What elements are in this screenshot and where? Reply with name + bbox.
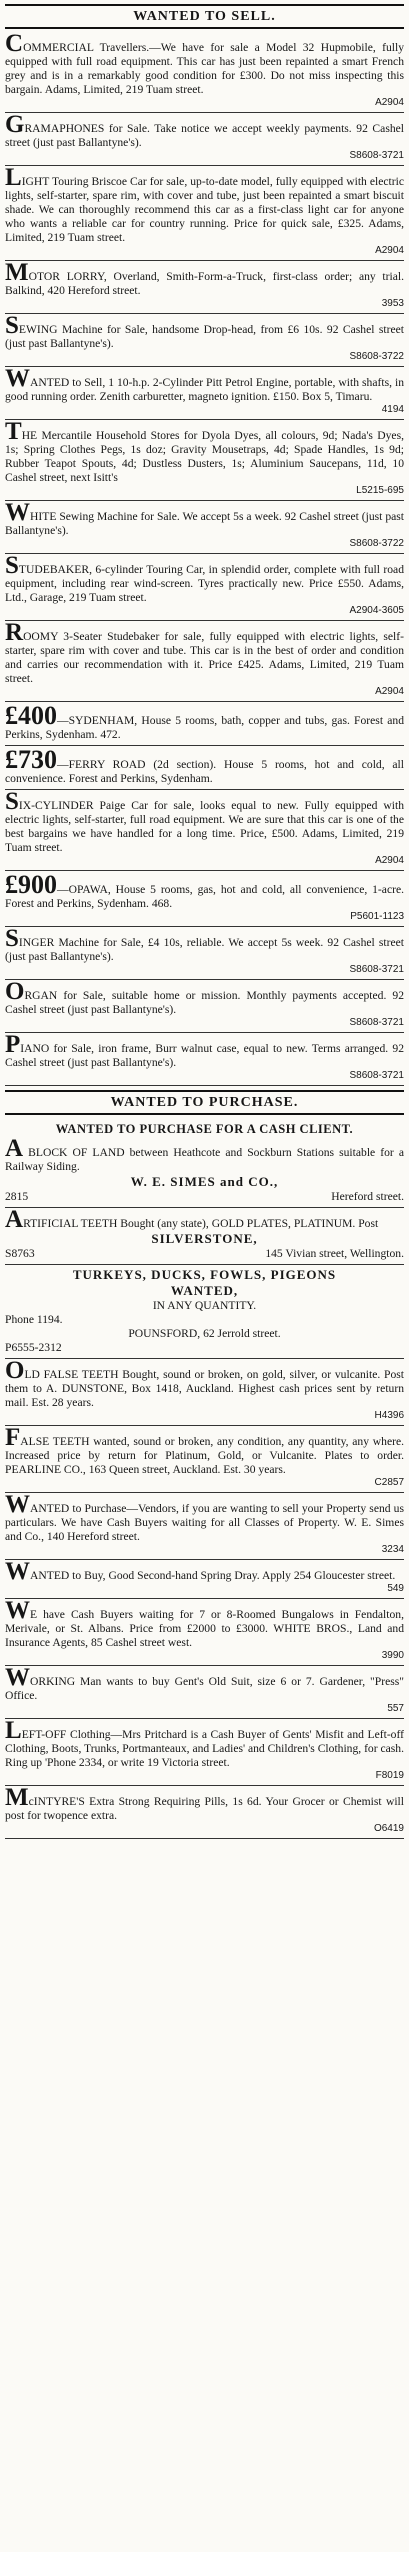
ad-text: WHITE Sewing Machine for Sale. We accept 5s a week. 92 Cashel street (just past Ballantyne's). bbox=[5, 499, 404, 537]
ad-text: LEFT-OFF Clothing—Mrs Pritchard is a Cash Buyer of Gents' Misfit and Left-off Clothing, Boots, Trunks, Portmanteaux, and Ladies' and Children's Clothing, for cash. Ring up 'Phone 2334, or write 19 Victoria street. bbox=[5, 1717, 404, 1769]
house-price: £730 bbox=[5, 745, 57, 774]
ad-text: COMMERCIAL Travellers.—We have for sale a Model 32 Hupmobile, fully equipped with full road equipment. This car has just been repainted a smart French grey and is in a remarkably good condition for £300. Do not miss inspecting this bargain. Adams, Limited, 219 Tuam street. bbox=[5, 30, 404, 96]
ad-footer-row bbox=[5, 1247, 404, 1261]
firm-address: 145 Vivian street, Wellington. bbox=[265, 1247, 404, 1260]
classified-ad bbox=[5, 420, 404, 501]
classified-ad bbox=[5, 1666, 404, 1719]
wanted-to-sell-heading: WANTED TO SELL. bbox=[5, 4, 404, 29]
ad-text: WE have Cash Buyers waiting for 7 or 8-Roomed Bungalows in Fendalton, Merivale, or St. Albans. Price from £2000 to £3000. WHITE BROS., Land and Insurance Agents, 85 Cashel street west. bbox=[5, 1597, 404, 1649]
poultry-phone: Phone 1194. bbox=[5, 1313, 63, 1326]
poultry-ad bbox=[5, 1265, 404, 1359]
firm-name: POUNSFORD, 62 Jerrold street. bbox=[128, 1327, 281, 1340]
firm-name: SILVERSTONE, bbox=[151, 1231, 258, 1246]
classified-ad bbox=[5, 1786, 404, 1839]
ad-text: SINGER Machine for Sale, £4 10s, reliable. We accept 5s week. 92 Cashel street (just past Ballantyne's). bbox=[5, 925, 404, 963]
poultry-line: TURKEYS, DUCKS, FOWLS, PIGEONS bbox=[72, 1267, 337, 1282]
ad-text: FALSE TEETH wanted, sound or broken, any condition, any quantity, any where. Increased price by return for Platinum, Gold, or Vulcanite. Plates to order. PEARLINE CO., 163 Queen street, Auckland. Est. 30 years. bbox=[5, 1424, 404, 1476]
classified-ad bbox=[5, 1426, 404, 1493]
classified-ad bbox=[5, 1493, 404, 1560]
firm-address: Hereford street. bbox=[331, 1190, 404, 1203]
ad-ref: P5601-1123 bbox=[350, 911, 404, 922]
cash-client-heading: WANTED TO PURCHASE FOR A CASH CLIENT. bbox=[55, 1122, 354, 1136]
ad-ref: 2815 bbox=[5, 1190, 29, 1203]
classified-ad bbox=[5, 501, 404, 554]
ad-ref: A2904 bbox=[375, 245, 404, 256]
classified-ad bbox=[5, 927, 404, 980]
ad-ref: L5215-695 bbox=[356, 485, 404, 496]
ad-text: PIANO for Sale, iron frame, Burr walnut case, equal to new. Terms arranged. 92 Cashel street (just past Ballantyne's). bbox=[5, 1031, 404, 1069]
classified-ad bbox=[5, 261, 404, 314]
house-ad bbox=[5, 702, 404, 746]
classified-ad bbox=[5, 621, 404, 702]
poultry-line: IN ANY QUANTITY. bbox=[152, 1299, 257, 1312]
classified-ad bbox=[5, 367, 404, 420]
ad-ref: H4396 bbox=[374, 1410, 404, 1421]
house-description: —FERRY ROAD (2d section). House 5 rooms, hot and cold, all convenience. Forest and Perkins, Sydenham. bbox=[5, 758, 404, 785]
ad-text: LIGHT Touring Briscoe Car for sale, up-to-date model, fully equipped with electric lights, self-starter, spare rim, with cover and tube, just been repainted a smart biscuit shade. We can thoroughly recommend this car as a first-class light car for anyone who wants a reliable car for country running. Price for quick sale, £325. Adams, Limited, 219 Tuam street. bbox=[5, 164, 404, 244]
house-ad-text bbox=[5, 745, 404, 786]
ad-text: WANTED to Sell, 1 10-h.p. 2-Cylinder Pitt Petrol Engine, portable, with shafts, in good running order. Zenith carburetter, magneto ignition. £150. Box 5, Timaru. bbox=[5, 365, 404, 403]
classified-ad bbox=[5, 1033, 404, 1086]
classified-ad bbox=[5, 790, 404, 871]
ad-text: WANTED to Purchase—Vendors, if you are wanting to sell your Property send us particulars. We have Cash Buyers waiting for all Classes of Property. W. E. Simes and Co., 140 Hereford street. bbox=[5, 1491, 404, 1543]
ad-text: STUDEBAKER, 6-cylinder Touring Car, in splendid order, complete with full road equipment, including rear wind-screen. Tyres practically new. Price £550. Adams, Ltd., Garage, 219 Tuam street. bbox=[5, 552, 404, 604]
ad-text: SIX-CYLINDER Paige Car for sale, looks equal to new. Fully equipped with electric lights, self-starter, full road equipment. We are sure that this car is one of the best bargains we have handled for a long time. Price, £500. Adams, Limited, 219 Tuam street. bbox=[5, 788, 404, 854]
ad-ref: S8608-3722 bbox=[349, 538, 404, 549]
ad-ref: A2904 bbox=[375, 97, 404, 108]
firm-name: W. E. SIMES and CO., bbox=[130, 1174, 279, 1189]
ad-ref: S8608-3721 bbox=[349, 964, 404, 975]
ad-text: WANTED to Buy, Good Second-hand Spring Dray. Apply 254 Gloucester street. bbox=[5, 1558, 396, 1585]
ad-ref: O6419 bbox=[373, 1823, 404, 1834]
classified-ad bbox=[5, 1560, 404, 1599]
classified-ad bbox=[5, 113, 404, 166]
ad-footer-row bbox=[5, 1190, 404, 1204]
classified-page bbox=[0, 4, 409, 2552]
sell-ads-list bbox=[5, 32, 404, 702]
house-description: —SYDENHAM, House 5 rooms, bath, copper and tubs, gas. Forest and Perkins, Sydenham. 472. bbox=[5, 714, 404, 741]
ad-ref: 3990 bbox=[381, 1650, 404, 1661]
house-price: £900 bbox=[5, 870, 57, 899]
ad-text: OLD FALSE TEETH Bought, sound or broken, on gold, silver, or vulcanite. Post them to A. DUNSTONE, Box 1418, Auckland. Highest cash prices sent by return mail. Est. 28 years. bbox=[5, 1357, 404, 1409]
ad-ref: 549 bbox=[387, 1583, 404, 1594]
poultry-line: WANTED, bbox=[170, 1283, 239, 1298]
ad-text: ROOMY 3-Seater Studebaker for sale, fully equipped with electric lights, self-starter, spare rim with cover and tube. This car is in the best of order and condition and carries our recommendation with it. Price £425. Adams, Limited, 219 Tuam street. bbox=[5, 619, 404, 685]
ad-text: ARTIFICIAL TEETH Bought (any state), GOLD PLATES, PLATINUM. Post bbox=[5, 1206, 379, 1233]
classified-ad bbox=[5, 166, 404, 261]
house-ad-text bbox=[5, 870, 404, 911]
ad-ref: 3953 bbox=[381, 298, 404, 309]
ad-ref: S8608-3722 bbox=[349, 351, 404, 362]
classified-ad bbox=[5, 314, 404, 367]
classified-ad bbox=[5, 1359, 404, 1426]
purchase-ads-list bbox=[5, 1359, 404, 1839]
house-description: —OPAWA, House 5 rooms, gas, hot and cold, all convenience, 1-acre. Forest and Perkins, Sydenham. 468. bbox=[5, 883, 404, 910]
ad-text: GRAMAPHONES for Sale. Take notice we accept weekly payments. 92 Cashel street (just past Ballantyne's). bbox=[5, 111, 404, 149]
classified-ad bbox=[5, 32, 404, 113]
ad-footer-row bbox=[5, 1341, 404, 1355]
ad-ref: S8763 bbox=[5, 1247, 35, 1260]
ad-ref: A2904 bbox=[375, 855, 404, 866]
house-price: £400 bbox=[5, 701, 57, 730]
ad-text: ORGAN for Sale, suitable home or mission. Monthly payments accepted. 92 Cashel street (just past Ballantyne's). bbox=[5, 978, 404, 1016]
ad-ref: A2904-3605 bbox=[349, 605, 404, 616]
ad-text: WORKING Man wants to buy Gent's Old Suit, size 6 or 7. Gardener, "Press" Office. bbox=[5, 1664, 404, 1702]
ad-ref: P6555-2312 bbox=[5, 1341, 62, 1354]
house-ad bbox=[5, 871, 404, 927]
ad-text: THE Mercantile Household Stores for Dyola Dyes, all colours, 9d; Nada's Dyes, 1s; Spring Clothes Pegs, 1s doz; Gravity Mousetraps, 4d; Spade Handles, 1s 9d; Rubber Teapot Spouts, 4d; Dustless Dusters, 1s; Aluminium Saucepans, 11d, 10 Cashel street, next Isitt's bbox=[5, 418, 404, 484]
house-ad bbox=[5, 746, 404, 790]
ad-ref: A2904 bbox=[375, 686, 404, 697]
classified-ad bbox=[5, 554, 404, 621]
ad-ref: C2857 bbox=[374, 1477, 404, 1488]
classified-ad bbox=[5, 980, 404, 1033]
classified-ad bbox=[5, 1719, 404, 1786]
ad-text: MOTOR LORRY, Overland, Smith-Form-a-Truck, first-class order; any trial. Balkind, 420 Hereford street. bbox=[5, 259, 404, 297]
house-ad-text bbox=[5, 701, 404, 742]
ad-ref: 3234 bbox=[381, 1544, 404, 1555]
ad-ref: S8608-3721 bbox=[349, 150, 404, 161]
ad-text: McINTYRE'S Extra Strong Requiring Pills, 1s 6d. Your Grocer or Chemist will post for twopence extra. bbox=[5, 1784, 404, 1822]
ad-ref: S8608-3721 bbox=[349, 1017, 404, 1028]
ad-text: SEWING Machine for Sale, handsome Drop-head, from £6 10s. 92 Cashel street (just past Ballantyne's). bbox=[5, 312, 404, 350]
ad-text: A BLOCK OF LAND between Heathcote and Sockburn Stations suitable for a Railway Siding. bbox=[5, 1135, 404, 1173]
classified-ad bbox=[5, 1599, 404, 1666]
ad-ref: 4194 bbox=[381, 404, 404, 415]
ad-ref: S8608-3721 bbox=[349, 1070, 404, 1081]
ad-ref: 557 bbox=[387, 1703, 404, 1714]
teeth-ad bbox=[5, 1208, 404, 1265]
wanted-to-purchase-heading: WANTED TO PURCHASE. bbox=[5, 1090, 404, 1115]
cash-client-ad bbox=[5, 1118, 404, 1208]
ad-ref: F8019 bbox=[375, 1770, 404, 1781]
